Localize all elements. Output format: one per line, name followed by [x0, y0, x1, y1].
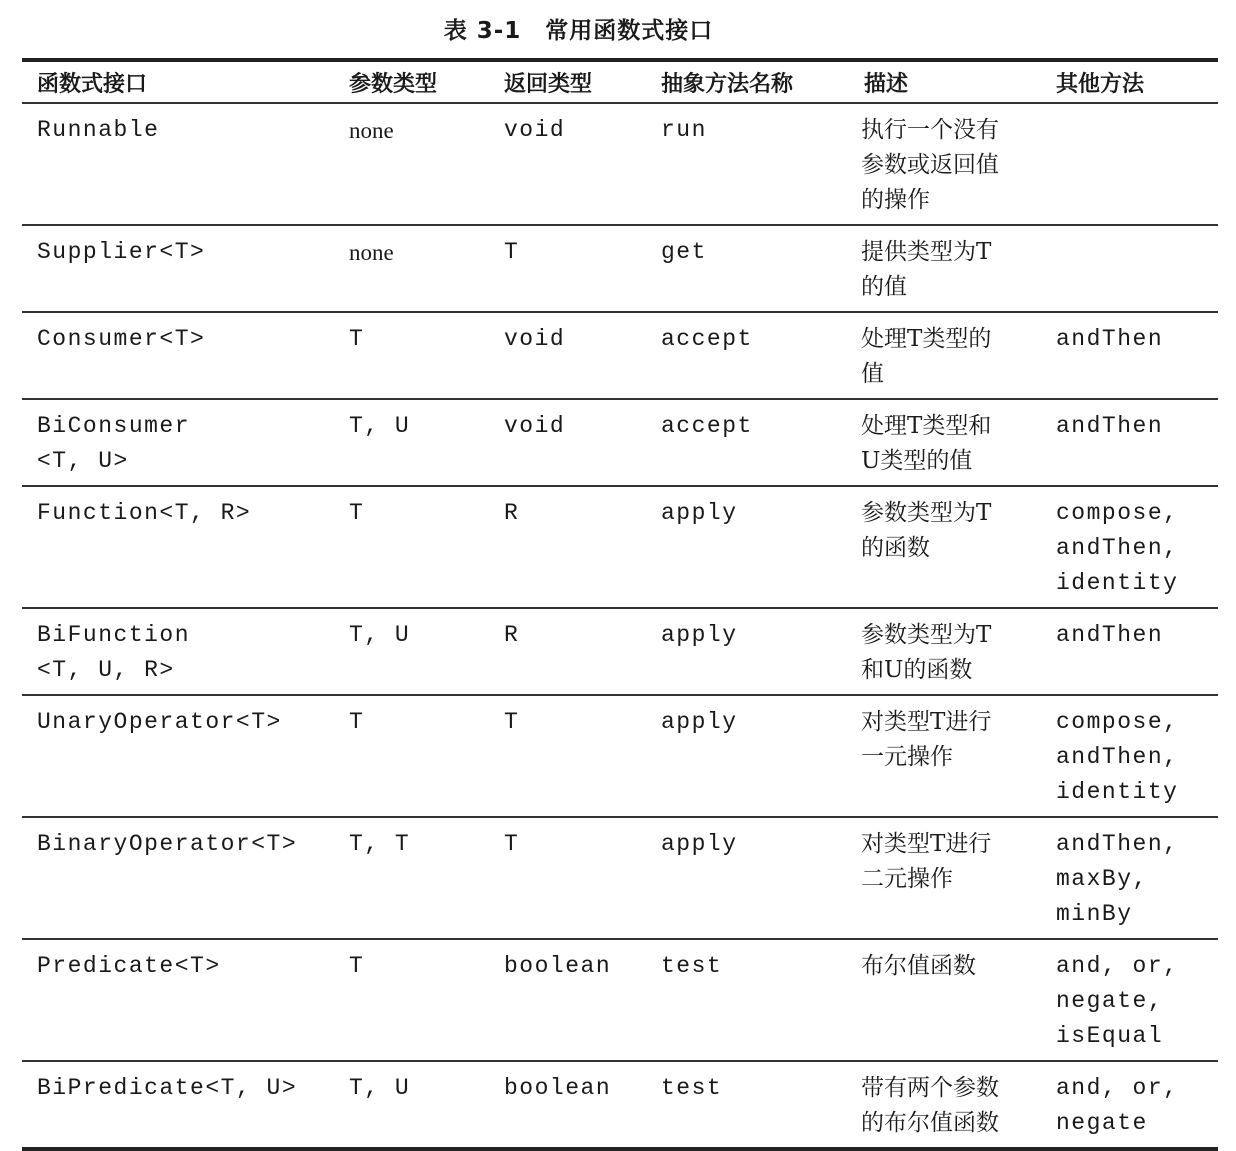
param-type-cell-text: T — [349, 500, 365, 526]
interface-cell — [22, 695, 334, 817]
description-cell — [849, 225, 1041, 312]
return-type-cell — [489, 608, 646, 695]
description-cell — [849, 608, 1041, 695]
method-name-cell — [646, 817, 849, 939]
description-cell-line: 值 — [861, 361, 884, 387]
interface-cell-line: Function<T, R> — [37, 500, 252, 526]
other-methods-cell-line: compose, — [1056, 500, 1179, 526]
return-type-cell — [489, 695, 646, 817]
header-param-type: 参数类型 — [334, 60, 489, 103]
param-type-cell-text: T, U — [349, 413, 411, 439]
description-cell-line: 对类型T进行 — [861, 831, 992, 857]
description-cell — [849, 399, 1041, 486]
description-cell-line: 的操作 — [861, 187, 930, 213]
method-name-cell-text: apply — [661, 709, 738, 735]
description-cell-line: 一元操作 — [861, 744, 953, 770]
method-name-cell-text: accept — [661, 326, 753, 352]
table-header-row — [22, 60, 1218, 103]
other-methods-cell-line: andThen — [1056, 413, 1164, 439]
method-name-cell — [646, 695, 849, 817]
other-methods-cell-line: negate, — [1056, 988, 1164, 1014]
description-cell-line: 执行一个没有 — [861, 117, 999, 143]
description-cell — [849, 103, 1041, 225]
return-type-cell-text: T — [504, 709, 520, 735]
interface-cell — [22, 817, 334, 939]
method-name-cell-text: run — [661, 117, 707, 143]
other-methods-cell-line: compose, — [1056, 709, 1179, 735]
interface-cell-line: Predicate<T> — [37, 953, 221, 979]
description-cell-line: 的函数 — [861, 535, 930, 561]
param-type-cell — [334, 608, 489, 695]
param-type-cell-text: T, U — [349, 1075, 411, 1101]
param-type-cell-text: none — [349, 118, 394, 143]
method-name-cell-text: accept — [661, 413, 753, 439]
description-cell-line: 提供类型为T — [861, 239, 992, 265]
interface-cell-line: <T, U, R> — [37, 657, 175, 683]
description-cell-line: 布尔值函数 — [861, 953, 976, 979]
description-cell — [849, 817, 1041, 939]
interface-cell-line: <T, U> — [37, 448, 129, 474]
description-cell-line: 和U的函数 — [861, 657, 973, 683]
other-methods-cell — [1041, 695, 1218, 817]
other-methods-cell-line: andThen — [1056, 622, 1164, 648]
interface-cell-line: BinaryOperator<T> — [37, 831, 298, 857]
other-methods-cell-line: minBy — [1056, 901, 1133, 927]
other-methods-cell-line: and, or, — [1056, 1075, 1179, 1101]
param-type-cell — [334, 486, 489, 608]
param-type-cell — [334, 103, 489, 225]
table-row — [22, 103, 1218, 225]
functional-interfaces-table — [22, 58, 1218, 1151]
header-description: 描述 — [849, 60, 1041, 103]
interface-cell-line: Runnable — [37, 117, 160, 143]
interface-cell — [22, 939, 334, 1061]
param-type-cell — [334, 399, 489, 486]
description-cell — [849, 695, 1041, 817]
method-name-cell-text: apply — [661, 831, 738, 857]
param-type-cell — [334, 695, 489, 817]
return-type-cell — [489, 312, 646, 399]
description-cell-line: 二元操作 — [861, 866, 953, 892]
other-methods-cell — [1041, 103, 1218, 225]
method-name-cell-text: test — [661, 1075, 723, 1101]
param-type-cell — [334, 1061, 489, 1149]
table-row — [22, 486, 1218, 608]
method-name-cell — [646, 486, 849, 608]
method-name-cell — [646, 312, 849, 399]
description-cell — [849, 939, 1041, 1061]
other-methods-cell-line: isEqual — [1056, 1023, 1164, 1049]
method-name-cell-text: apply — [661, 622, 738, 648]
return-type-cell-text: void — [504, 117, 566, 143]
method-name-cell — [646, 1061, 849, 1149]
return-type-cell-text: void — [504, 326, 566, 352]
param-type-cell-text: none — [349, 240, 394, 265]
interface-cell — [22, 225, 334, 312]
description-cell-line: 参数类型为T — [861, 622, 992, 648]
table-row — [22, 1061, 1218, 1149]
return-type-cell-text: R — [504, 500, 520, 526]
return-type-cell — [489, 486, 646, 608]
interface-cell — [22, 312, 334, 399]
return-type-cell — [489, 103, 646, 225]
other-methods-cell — [1041, 608, 1218, 695]
return-type-cell-text: void — [504, 413, 566, 439]
other-methods-cell-line: andThen, — [1056, 744, 1179, 770]
return-type-cell-text: R — [504, 622, 520, 648]
description-cell-line: 的值 — [861, 274, 907, 300]
table-row — [22, 695, 1218, 817]
return-type-cell-text: boolean — [504, 1075, 612, 1101]
table-row — [22, 399, 1218, 486]
interface-cell-line: BiConsumer — [37, 413, 191, 439]
interface-cell — [22, 608, 334, 695]
interface-cell — [22, 103, 334, 225]
param-type-cell-text: T — [349, 953, 365, 979]
return-type-cell — [489, 939, 646, 1061]
method-name-cell — [646, 103, 849, 225]
other-methods-cell-line: andThen — [1056, 326, 1164, 352]
description-cell-line: U类型的值 — [861, 448, 973, 474]
param-type-cell-text: T, U — [349, 622, 411, 648]
other-methods-cell — [1041, 486, 1218, 608]
return-type-cell — [489, 1061, 646, 1149]
description-cell-line: 处理T类型和 — [861, 413, 992, 439]
other-methods-cell-line: identity — [1056, 570, 1179, 596]
other-methods-cell-line: and, or, — [1056, 953, 1179, 979]
description-cell — [849, 312, 1041, 399]
description-cell-line: 参数或返回值 — [861, 152, 999, 178]
table-row — [22, 939, 1218, 1061]
interface-cell-line: UnaryOperator<T> — [37, 709, 282, 735]
table-row — [22, 608, 1218, 695]
method-name-cell-text: apply — [661, 500, 738, 526]
return-type-cell-text: boolean — [504, 953, 612, 979]
description-cell-line: 的布尔值函数 — [861, 1110, 999, 1136]
param-type-cell-text: T — [349, 709, 365, 735]
other-methods-cell-line: andThen, — [1056, 535, 1179, 561]
method-name-cell — [646, 225, 849, 312]
header-return-type: 返回类型 — [489, 60, 646, 103]
method-name-cell-text: get — [661, 239, 707, 265]
param-type-cell — [334, 939, 489, 1061]
table-row — [22, 817, 1218, 939]
table-row — [22, 225, 1218, 312]
return-type-cell — [489, 817, 646, 939]
description-cell-line: 带有两个参数 — [861, 1075, 999, 1101]
other-methods-cell — [1041, 939, 1218, 1061]
method-name-cell — [646, 939, 849, 1061]
other-methods-cell — [1041, 817, 1218, 939]
other-methods-cell-line: maxBy, — [1056, 866, 1148, 892]
interface-cell — [22, 1061, 334, 1149]
header-interface: 函数式接口 — [22, 60, 334, 103]
interface-cell-line: BiFunction — [37, 622, 191, 648]
table-row — [22, 312, 1218, 399]
interface-cell-line: BiPredicate<T, U> — [37, 1075, 298, 1101]
method-name-cell — [646, 608, 849, 695]
other-methods-cell — [1041, 225, 1218, 312]
description-cell-line: 对类型T进行 — [861, 709, 992, 735]
other-methods-cell — [1041, 399, 1218, 486]
other-methods-cell — [1041, 312, 1218, 399]
description-cell-line: 参数类型为T — [861, 500, 992, 526]
description-cell — [849, 1061, 1041, 1149]
other-methods-cell-line: identity — [1056, 779, 1179, 805]
param-type-cell — [334, 312, 489, 399]
param-type-cell — [334, 225, 489, 312]
table-caption: 表 3-1 常用函数式接口 — [443, 18, 714, 44]
return-type-cell-text: T — [504, 831, 520, 857]
return-type-cell — [489, 399, 646, 486]
other-methods-cell-line: andThen, — [1056, 831, 1179, 857]
param-type-cell — [334, 817, 489, 939]
interface-cell — [22, 486, 334, 608]
method-name-cell — [646, 399, 849, 486]
other-methods-cell — [1041, 1061, 1218, 1149]
method-name-cell-text: test — [661, 953, 723, 979]
description-cell — [849, 486, 1041, 608]
header-other-methods: 其他方法 — [1041, 60, 1218, 103]
param-type-cell-text: T, T — [349, 831, 411, 857]
description-cell-line: 处理T类型的 — [861, 326, 992, 352]
interface-cell-line: Consumer<T> — [37, 326, 206, 352]
return-type-cell-text: T — [504, 239, 520, 265]
header-abstract-method: 抽象方法名称 — [646, 60, 849, 103]
param-type-cell-text: T — [349, 326, 365, 352]
other-methods-cell-line: negate — [1056, 1110, 1148, 1136]
return-type-cell — [489, 225, 646, 312]
interface-cell — [22, 399, 334, 486]
interface-cell-line: Supplier<T> — [37, 239, 206, 265]
